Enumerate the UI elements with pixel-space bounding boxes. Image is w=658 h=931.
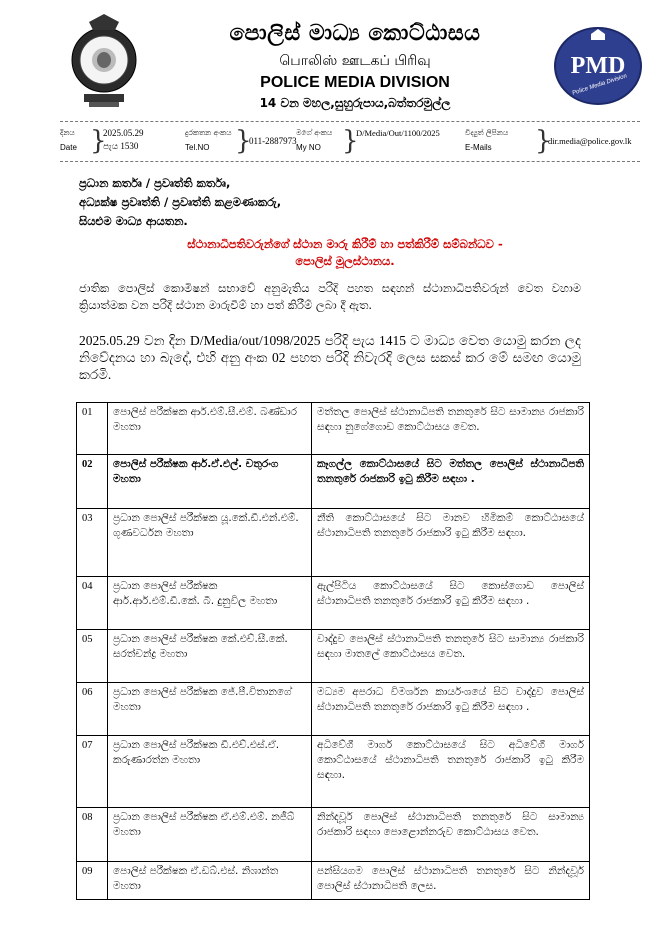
subject-line: ස්ථානාධිපතිවරුන්ගේ ස්ථාන මාරු කිරීම් හා පත්කිරීම් සම්බන්ධව - — [187, 237, 503, 251]
transfer-destination: මධ්‍යම අපරාධ විමර්ශන කාර්යංශයේ සිට වාද්දුව පොලිස් ස්ථානාධිපති තනතුරේ රාජකාරි ඉටු කිරීම සඳහා . — [312, 683, 590, 736]
transfer-destination: පන්සියගම පොලිස් ස්ථානාධිපති තනතුරේ සිට නින්දවූර් පොලිස් ස්ථානාධිපති ලෙස. — [312, 862, 590, 900]
office-address: 14 වන මහල,සුහුරුපාය,බත්තරමුල්ල — [259, 96, 451, 110]
myno-label-en: My NO — [296, 143, 321, 152]
email-label-si: විද්‍යුත් ලිපිනය — [465, 128, 509, 137]
email-brace: } — [535, 126, 552, 156]
row-number: 01 — [77, 403, 108, 455]
table-row — [77, 862, 590, 900]
pmd-logo — [553, 26, 643, 106]
officer-name: ප්‍රධාන පොලිස් පරීක්ෂක ආර්.ආර්.එම්.ඩී.කේ. බී. දුනුවිල මහතා — [108, 577, 312, 630]
reference-paragraph: 2025.05.29 වන දින D/Media/out/1098/2025 පරිදි පැය 1415 ට මාධ්‍ය වෙත යොමු කරන ලද නිවේදනය හා බැදේ, එහි අනු අංක 02 පහත පරිදි නිවැරදි ලෙස සකස් කර මේ සමඟ යොමු කරමි. — [79, 333, 581, 382]
row-number: 04 — [77, 577, 108, 630]
subject-line: පොලිස් මූලස්ථානය. — [295, 254, 395, 268]
table-row — [77, 403, 590, 455]
addressee-line: අධ්‍යක්ෂ ප්‍රවෘත්ති / ප්‍රවෘත්ති කළමණාකරු, — [79, 195, 282, 209]
pmd-logo-subtext: Police Media Division — [571, 73, 628, 97]
addressee-line: සියළුම මාධ්‍ය ආයතන. — [79, 214, 188, 228]
table-row — [77, 455, 590, 509]
tel-brace: } — [235, 126, 252, 156]
table-row — [77, 577, 590, 630]
date-value: 2025.05.29 — [103, 128, 144, 138]
date-block — [60, 126, 180, 158]
officer-name: ප්‍රධාන පොලිස් පරීක්ෂක කේ.එච්.සී.කේ. සරත්චන්ද්‍ර මහතා — [108, 630, 312, 683]
email-block — [465, 126, 650, 158]
date-label-en: Date — [60, 143, 77, 152]
officer-name: පොලිස් පරීක්ෂක ආර්.ඒ.එල්. චතුරංග මහතා — [108, 455, 312, 509]
officer-name: ප්‍රධාන පොලිස් පරීක්ෂක ඩී.එච්.එස්.ඒ. කරුණාරත්න මහතා — [108, 736, 312, 808]
row-number: 03 — [77, 509, 108, 577]
table-row — [77, 736, 590, 808]
date-label-si: දිනය — [60, 128, 75, 137]
subject-heading — [85, 236, 605, 270]
officer-name: ප්‍රධාන පොලිස් පරීක්ෂක ජේ.පී.විතානගේ මහතා — [108, 683, 312, 736]
addressee-block — [79, 174, 281, 231]
officer-name: ප්‍රධාන පොලිස් පරීක්ෂක යූ.කේ.ඩී.එන්.එම්. ගුණවර්ධන මහතා — [108, 509, 312, 577]
transfer-destination: අධිවේගී මාර්ග කොට්ඨාසයේ සිට අධිවේගී මාර්ග කොට්ඨාසයේ ස්ථානාධිපති තනතුරේ රාජකාරි ඉටු කිරීම සඳහා. — [312, 736, 590, 808]
officer-name: පොලිස් පරීක්ෂක ආර්.එම්.සී.එම්. බණ්ඩාර මහතා — [108, 403, 312, 455]
row-number: 08 — [77, 808, 108, 862]
row-number: 07 — [77, 736, 108, 808]
transfer-destination: කෑගල්ල කොට්ඨාසයේ සිට මත්තල පොලිස් ස්ථානාධිපති තනතුරේ රාජකාරි ඉටු කිරීම සඳහා . — [312, 455, 590, 509]
officer-name: පොලිස් පරීක්ෂක ඒ.ඩබ්.එස්. නිශාන්ත මහතා — [108, 862, 312, 900]
myno-value: D/Media/Out/1100/2025 — [356, 128, 440, 138]
title-sinhala: පොලිස් මාධ්‍ය කොට්ඨාසය — [229, 21, 481, 46]
contact-row — [60, 126, 650, 158]
row-number: 06 — [77, 683, 108, 736]
row-number: 02 — [77, 455, 108, 509]
myno-brace: } — [342, 126, 359, 156]
transfer-destination: මත්තල පොලිස් ස්ථානාධිපති තනතුරේ සිට සාමාන්‍ය රාජකාරි සඳහා නුගේගොඩ කොට්ඨාසය වෙත. — [312, 403, 590, 455]
header-divider-bottom — [60, 161, 640, 162]
intro-paragraph: ජාතික පොලිස් කොමිෂන් සභාවේ අනුමැතිය පරිදි පහත සඳහන් ස්ථානාධිපතිවරුන් වෙත වහාම ක්‍රියාත්මක වන පරිදි ස්ථාන මාරුවීම් හා පත් කිරීම් ලබා දී ඇත. — [79, 281, 581, 312]
transfer-destination: වාද්දුව පොලිස් ස්ථානාධිපති තනතුරේ සිට සාමාන්‍ය රාජකාරි සඳහා මාතලේ කොට්ඨාසය වෙත. — [312, 630, 590, 683]
title-english: POLICE MEDIA DIVISION — [260, 74, 450, 91]
table-row — [77, 683, 590, 736]
table-row — [77, 630, 590, 683]
header-divider-top — [60, 121, 640, 122]
time-value: පැය 1530 — [103, 141, 139, 151]
table-row — [77, 509, 590, 577]
officer-name: ප්‍රධාන පොලිස් පරීක්ෂක ඒ.එම්.එම්. නජීබ් මහතා — [108, 808, 312, 862]
title-tamil: பொலிஸ் ஊடகப் பிரிவு — [279, 53, 431, 69]
table-row — [77, 808, 590, 862]
tel-value: 011-2887973 — [249, 136, 297, 146]
row-number: 05 — [77, 630, 108, 683]
police-emblem-logo — [69, 12, 139, 112]
pmd-logo-text: PMD — [570, 53, 626, 79]
tel-label-en: Tel.NO — [185, 143, 210, 152]
email-label-en: E-Mails — [465, 143, 492, 152]
email-value[interactable]: dir.media@police.gov.lk — [548, 136, 632, 146]
transfer-destination: ඇල්පිටිය කොට්ඨාසයේ සිට කොස්ගොඩ පොලිස් ස්ථානාධිපති තනතුරේ රාජකාරි ඉටු කිරීම සඳහා . — [312, 577, 590, 630]
transfer-orders-table — [76, 402, 590, 900]
transfer-destination: නින්දවූර් පොලිස් ස්ථානාධිපති තනතුරේ සිට සාමාන්‍ය රාජකාරි සඳහා පොළොන්නරුව කොට්ඨාසය වෙත. — [312, 808, 590, 862]
transfer-destination: නීති කොට්ඨාසයේ සිට මානව හිමිකම් කොට්ඨාසයේ ස්ථානාධිපති තනතුරේ රාජකාරි ඉටු කිරීම සඳහා. — [312, 509, 590, 577]
row-number: 09 — [77, 862, 108, 900]
tel-label-si: දුරකතන අංකය — [185, 128, 232, 137]
date-brace: } — [90, 126, 107, 156]
addressee-line: ප්‍රධාන කර්තෘ / ප්‍රවෘත්ති කර්තෘ, — [79, 176, 231, 190]
myno-label-si: මගේ අංකය — [296, 128, 333, 137]
